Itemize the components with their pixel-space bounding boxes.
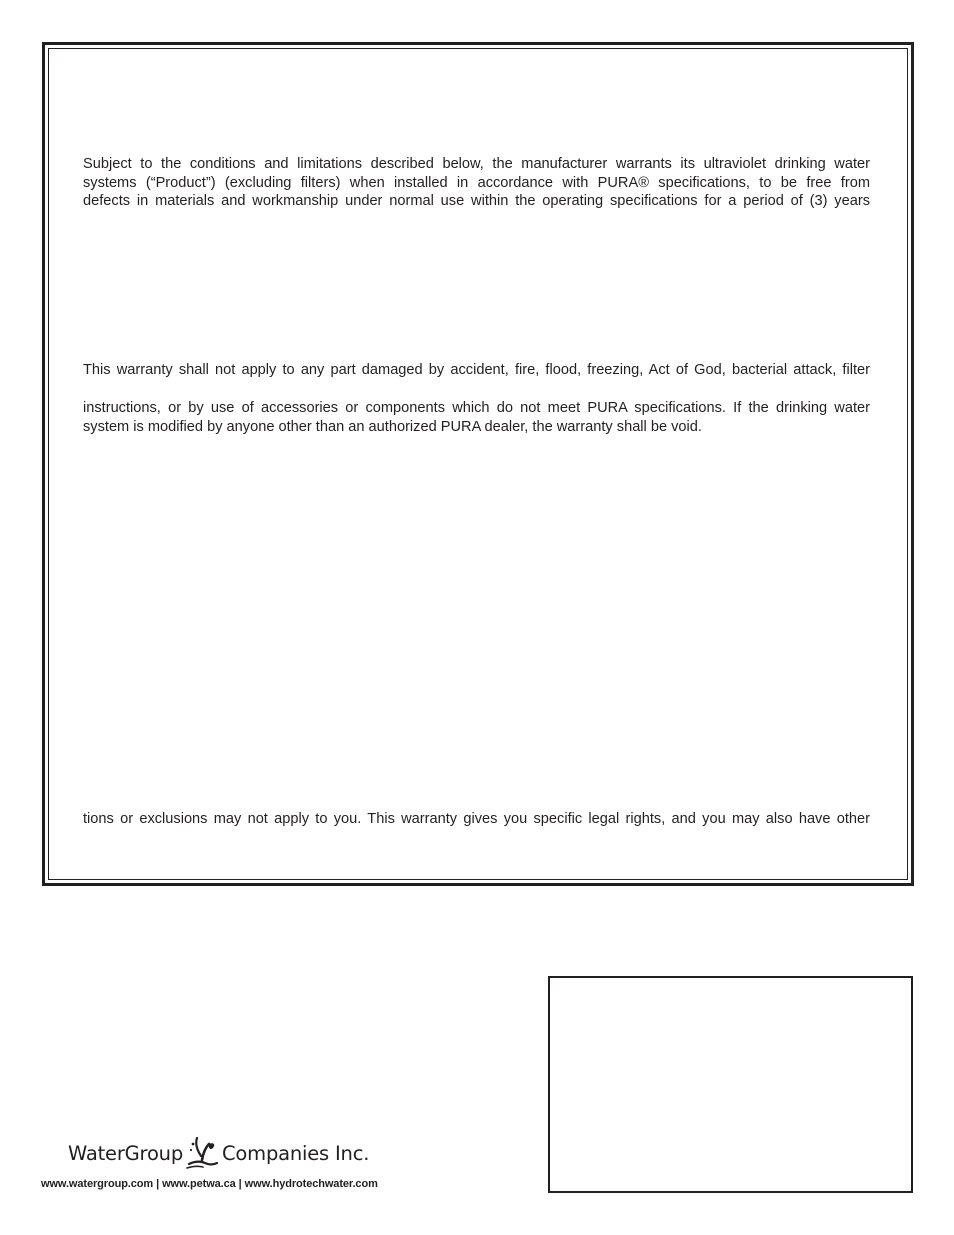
- logo-text-left: WaterGroup: [68, 1142, 184, 1165]
- warranty-legal-line: [83, 810, 870, 829]
- logo-text-right: Companies Inc.: [222, 1142, 370, 1165]
- legal-line: tions or exclusions may not apply to you. This warranty gives you specific legal rights, and you may also have other: [83, 811, 870, 827]
- warranty-exclusion-line: [83, 361, 870, 380]
- coverage-line: Subject to the conditions and limitations described below, the manufacturer warrants its ultraviolet drinking water: [83, 156, 870, 172]
- coverage-line: defects in materials and workmanship under normal use within the operating specifications for a period of (3) years: [83, 193, 870, 210]
- website-link-petwa[interactable]: www.petwa.ca: [162, 1178, 236, 1190]
- warranty-coverage-paragraph: [83, 155, 870, 211]
- website-link-watergroup[interactable]: www.watergroup.com: [41, 1178, 154, 1190]
- link-separator: |: [156, 1178, 160, 1190]
- website-links: [41, 1178, 378, 1190]
- website-link-hydrotech[interactable]: www.hydrotechwater.com: [244, 1178, 378, 1190]
- warranty-exclusion-paragraph: [83, 399, 870, 436]
- dealer-stamp-box: [548, 976, 913, 1193]
- coverage-line: systems (“Product”) (excluding filters) when installed in accordance with PURA® specifications, to be free from: [83, 174, 870, 191]
- exclusion-line: This warranty shall not apply to any part damaged by accident, fire, flood, freezing, Act of God, bacterial attack, filter: [83, 362, 870, 378]
- water-drop-sprout-icon: [183, 1134, 223, 1172]
- exclusion-line: system is modified by anyone other than an authorized PURA dealer, the warranty shall be void.: [83, 418, 702, 435]
- exclusion-line: instructions, or by use of accessories or components which do not meet PURA specifications. If the drinking water: [83, 400, 870, 416]
- link-separator: |: [238, 1178, 242, 1190]
